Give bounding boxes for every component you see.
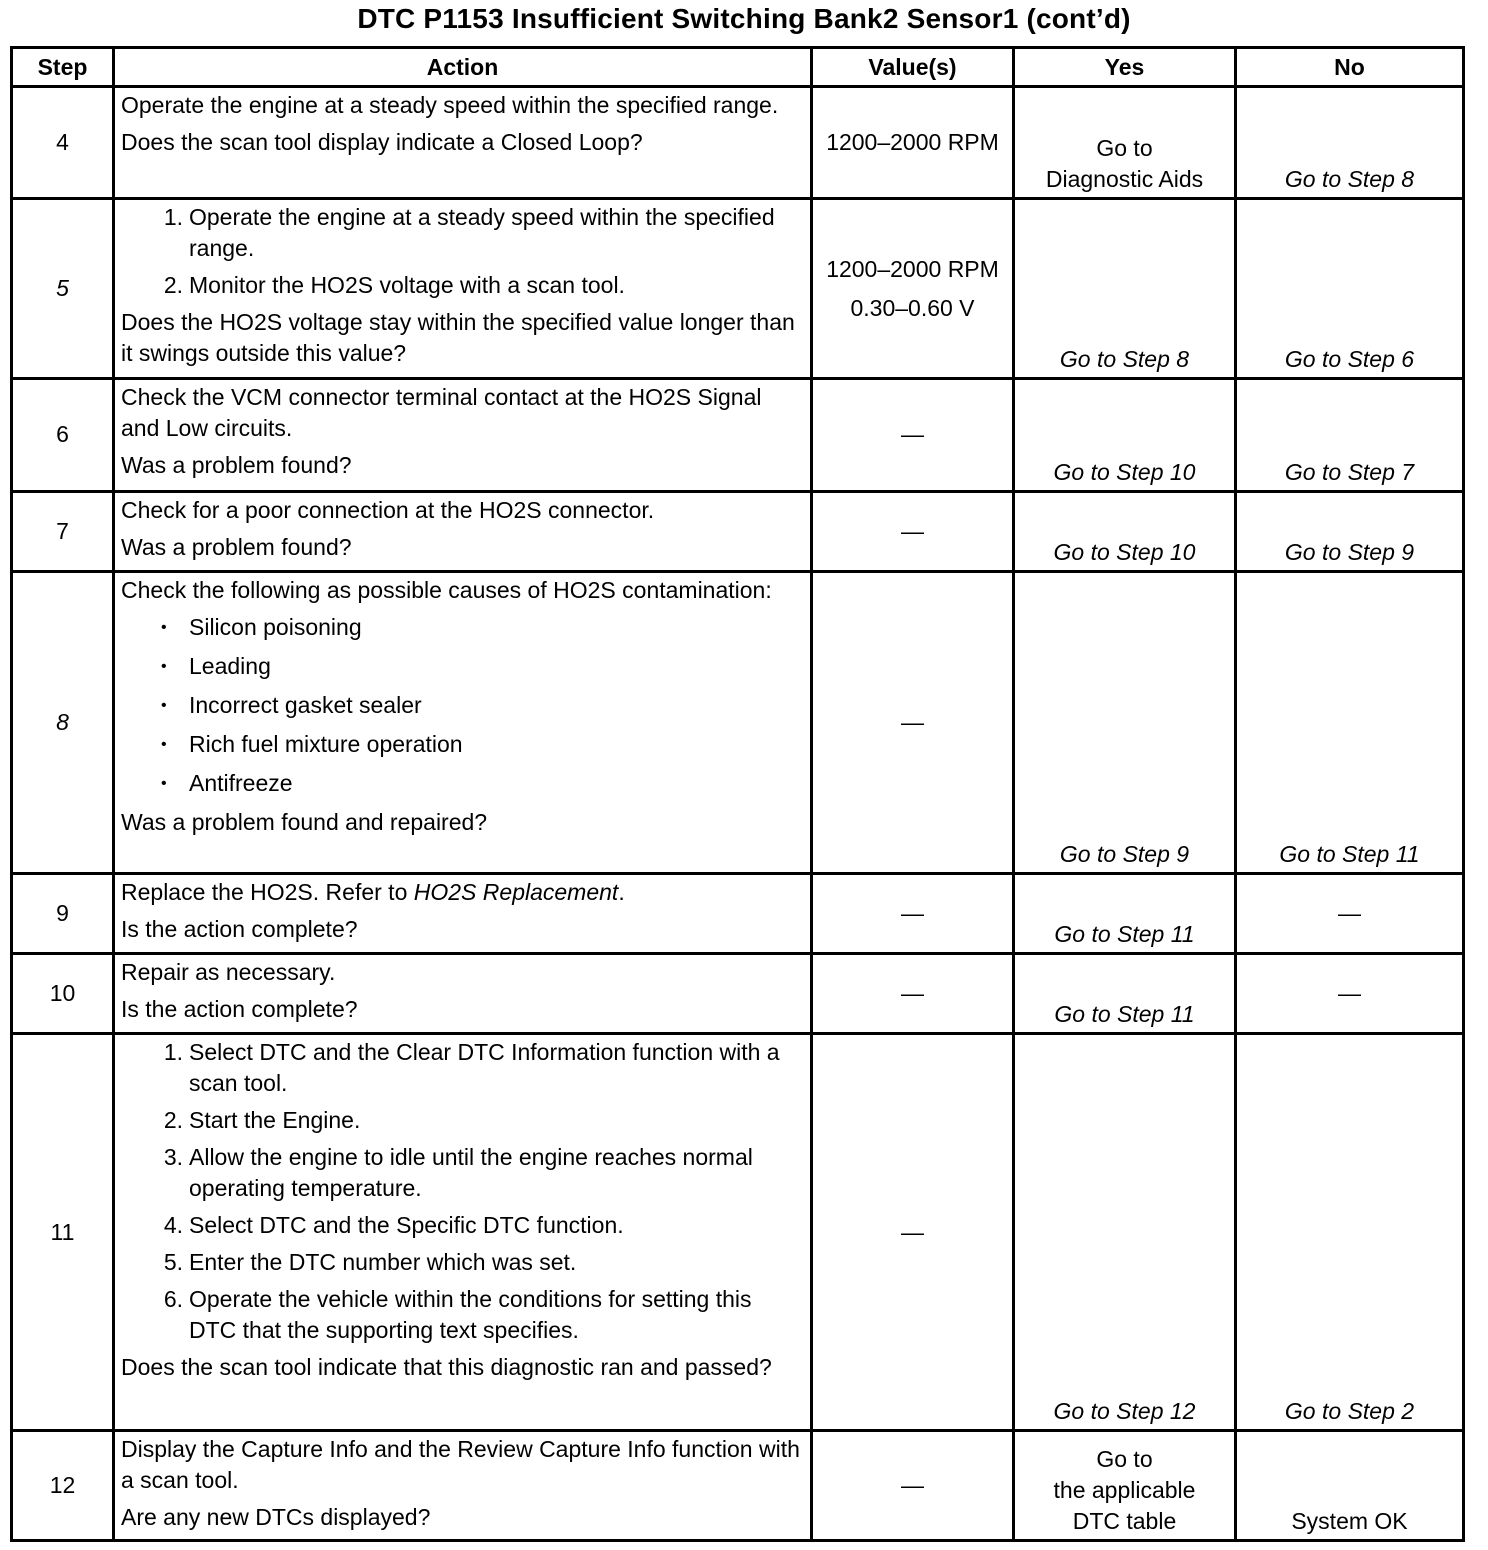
value-rpm: 1200–2000 RPM [826,255,999,282]
reference-link: HO2S Replacement [413,879,619,906]
table-row-step-9 [12,874,1464,954]
list-item: 5. Enter the DTC number which was set. [163,1249,577,1276]
action-text: Repair as necessary. [121,959,336,986]
no-cell [1236,491,1464,571]
list-item: • Rich fuel mixture operation [157,729,804,760]
step-number: 6 [12,379,114,491]
no-dash: — [1338,980,1361,1007]
step-number: 10 [12,954,114,1034]
table-row-step-7 [12,491,1464,571]
step-number: 11 [12,1034,114,1431]
value-text: 1200–2000 RPM [826,129,999,156]
step-number: 12 [12,1430,114,1540]
list-item: • Antifreeze [157,768,804,799]
action-question: Is the action complete? [121,916,358,943]
action-text: Check the VCM connector terminal contact at the HO2S Signal and Low circuits. [121,384,762,442]
step-number: 8 [12,571,114,873]
list-item: 2. Start the Engine. [163,1107,361,1134]
action-question: Does the HO2S voltage stay within the specified value longer than it swings outside this value? [121,309,795,367]
list-item: 6. Operate the vehicle within the conditions for setting this DTC that the supporting text specifies. [163,1286,752,1344]
no-cell [1236,874,1464,954]
action-question: Are any new DTCs displayed? [121,1503,431,1530]
action-cell [114,87,812,199]
no-cell [1236,571,1464,873]
action-question: Is the action complete? [121,996,358,1023]
no-text: System OK [1291,1508,1408,1534]
list-item: 3. Allow the engine to idle until the engine reaches normal operating temperature. [163,1144,753,1202]
list-item: 1. Operate the engine at a steady speed within the specified range. [163,204,775,262]
value-dash: — [901,421,924,448]
action-text: Check for a poor connection at the HO2S connector. [121,496,655,523]
value-dash: — [901,517,924,544]
no-text: Go to Step 11 [1279,841,1420,868]
yes-cell [1014,491,1236,571]
action-cell [114,1034,812,1431]
header-values: Value(s) [812,48,1014,87]
value-cell [812,379,1014,491]
yes-text: Go to Step 11 [1054,1001,1195,1028]
value-cell [812,199,1014,379]
no-cell [1236,87,1464,199]
action-text: Replace the HO2S. Refer to HO2S Replacement. [121,879,625,906]
list-item: • Silicon poisoning [157,612,804,643]
no-cell [1236,954,1464,1034]
action-cell [114,1430,812,1540]
diagnostic-table [10,46,1465,1542]
value-dash: — [901,1218,924,1245]
page-title: DTC P1153 Insufficient Switching Bank2 Sensor1 (cont’d) [357,3,1131,34]
action-question: Does the scan tool indicate that this diagnostic ran and passed? [121,1354,772,1381]
value-cell [812,491,1014,571]
step-number: 5 [12,199,114,379]
no-cell [1236,1034,1464,1431]
cause-list [121,612,804,799]
yes-text-line2: the applicable [1053,1477,1196,1503]
value-voltage: 0.30–0.60 V [850,294,975,321]
value-dash: — [901,1471,924,1498]
step-number: 9 [12,874,114,954]
yes-text-line1: Go to [1096,135,1153,162]
header-yes: Yes [1014,48,1236,87]
action-cell [114,571,812,873]
no-text: Go to Step 2 [1284,1397,1415,1424]
yes-cell [1014,954,1236,1034]
no-cell [1236,199,1464,379]
yes-text: Go to Step 9 [1059,841,1190,868]
action-question: Was a problem found and repaired? [121,808,488,835]
yes-cell [1014,1430,1236,1540]
yes-cell [1014,379,1236,491]
yes-text-line2: Diagnostic Aids [1045,166,1204,193]
yes-cell [1014,87,1236,199]
value-dash: — [901,708,924,735]
yes-cell [1014,1034,1236,1431]
action-question: Was a problem found? [121,452,352,479]
value-cell [812,1430,1014,1540]
action-question: Was a problem found? [121,533,352,560]
step-number: 7 [12,491,114,571]
yes-text: Go to Step 10 [1053,538,1196,565]
header-action: Action [114,48,812,87]
table-row-step-5 [12,199,1464,379]
value-cell [812,1034,1014,1431]
table-row-step-12 [12,1430,1464,1540]
table-row-step-6 [12,379,1464,491]
table-row-step-11 [12,1034,1464,1431]
action-cell [114,954,812,1034]
no-text: Go to Step 8 [1284,166,1415,193]
table-header-row [12,48,1464,87]
list-item: 1. Select DTC and the Clear DTC Information function with a scan tool. [163,1039,780,1097]
yes-text: Go to Step 8 [1059,346,1190,373]
header-step: Step [12,48,114,87]
header-no: No [1236,48,1464,87]
table-row-step-10 [12,954,1464,1034]
list-item: 2. Monitor the HO2S voltage with a scan tool. [163,272,625,299]
no-text: Go to Step 7 [1284,458,1415,485]
value-cell [812,87,1014,199]
value-dash: — [901,980,924,1007]
yes-text-line3: DTC table [1072,1508,1177,1534]
action-cell [114,199,812,379]
step-number: 4 [12,87,114,199]
action-text: Operate the engine at a steady speed within the specified range. [121,92,779,118]
action-text: Check the following as possible causes of HO2S contamination: [121,576,772,603]
table-row-step-4 [12,87,1464,199]
no-text: Go to Step 6 [1284,346,1415,373]
no-text: Go to Step 9 [1284,538,1415,565]
no-cell [1236,1430,1464,1540]
action-question: Does the scan tool display indicate a Closed Loop? [121,129,643,155]
action-cell [114,379,812,491]
action-cell [114,874,812,954]
value-cell [812,571,1014,873]
value-cell [812,874,1014,954]
list-item: 4. Select DTC and the Specific DTC function. [163,1212,624,1239]
procedure-list [121,1037,804,1346]
value-dash: — [901,900,924,927]
yes-cell [1014,874,1236,954]
yes-cell [1014,199,1236,379]
yes-cell [1014,571,1236,873]
no-cell [1236,379,1464,491]
yes-text-line1: Go to [1096,1446,1153,1472]
value-cell [812,954,1014,1034]
yes-text: Go to Step 11 [1054,921,1195,948]
list-item: • Incorrect gasket sealer [157,690,804,721]
no-dash: — [1338,900,1361,927]
yes-text: Go to Step 10 [1053,458,1196,485]
yes-text: Go to Step 12 [1053,1397,1196,1424]
action-text: Display the Capture Info and the Review Capture Info function with a scan tool. [121,1435,800,1493]
action-cell [114,491,812,571]
table-row-step-8 [12,571,1464,873]
procedure-list [121,202,804,301]
list-item: • Leading [157,651,804,682]
